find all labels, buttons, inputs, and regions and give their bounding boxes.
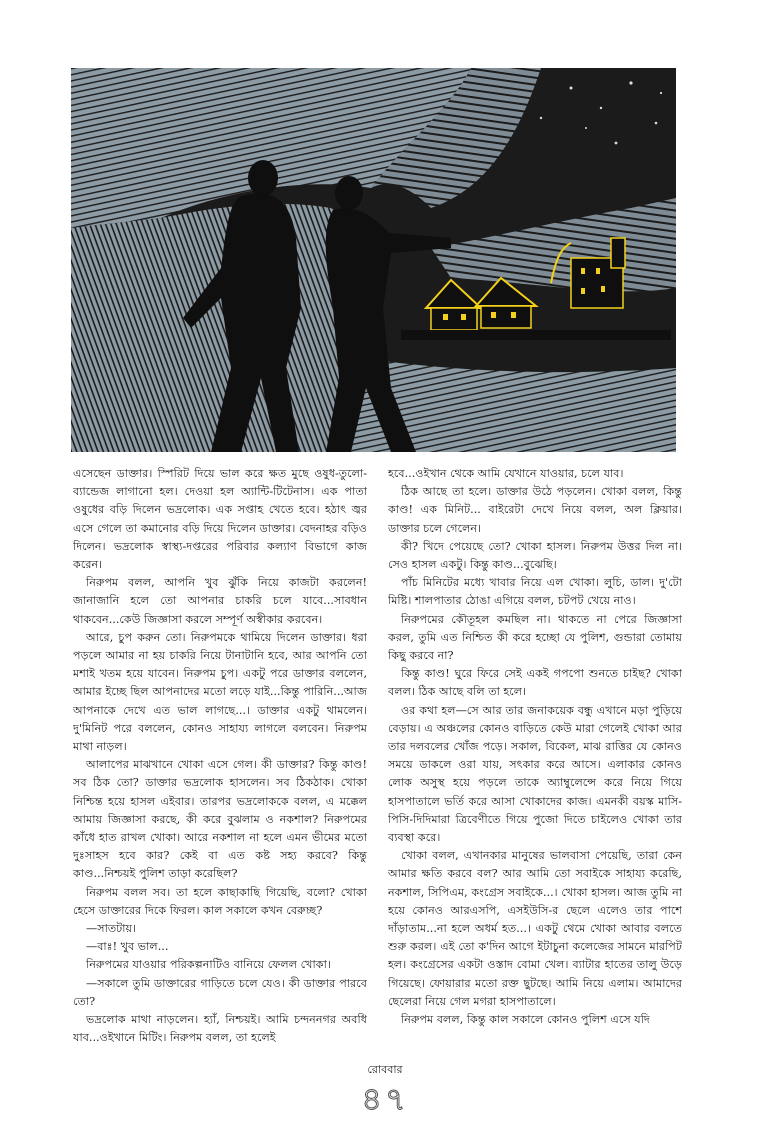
article-column-right: [388, 465, 682, 1045]
paragraph: নিরুপমের যাওয়ার পরিকল্পনাটিও বানিয়ে ফেলল খোকা।: [86, 958, 331, 972]
dialogue-line: —বাঃ! খুব ভাল...: [86, 940, 169, 954]
paragraph: নিরুপম বলল সব। তা হলে কাছাকাছি গিয়েছি, বলো? খোকা হেসে ডাক্তারের দিকে ফিরল। কাল সকালে কখন বেরুচ্ছ?: [73, 885, 367, 917]
paragraph: ওর কথা হল—সে আর তার জনাকয়েক বন্ধু এখানে মড়া পুড়িয়ে বেড়ায়। এ অঞ্চলের কোনও বাড়িতে কেউ মারা গেলেই খোকা আর তার দলবলের খোঁজ পড়ে। সকাল, বিকেল, মাঝ রাত্তির যে কোনও সময়ে ডাকলে ওরা যায়, সৎকার করে আসে। এলাকার কোনও লোক অসুস্থ হয়ে পড়লে তাকে অ্যাম্বুলেন্সে করে নিয়ে গিয়ে হাসপাতালে ভর্তি করে আসা খোকাদের কাজ। এমনকী বয়স্ক মাসি-পিসি-দিদিমারা ত্রিবেণীতে গিয়ে পুজো দিতে চাইলেও খোকা তার ব্যবস্থা করে।: [388, 703, 682, 845]
paragraph: খোকা বলল, এখানকার মানুষের ভালবাসা পেয়েছি, তারা কেন আমার ক্ষতি করবে বল? আর আমি তো সবাইকে সাহায্য করেছি, নকশাল, সিপিএম, কংগ্রেস সবাইকে...। খোকা হাসল। আজ তুমি না হয়ে কোনও আরএসপি, এসইউসি-র ছেলে এলেও তার পাশে দাঁড়াতাম...না হলে অধর্ম হত...। একটু থেমে খোকা আবার বলতে শুরু করল। এই তো ক'দিন আগে ইটাচুনা কলেজের সামনে মারপিট হল। কংগ্রেসের একটা ওস্তাদ বোমা খেল। ব্যাটার হাতের তালু উড়ে গিয়েছে। ফোয়ারার মতো রক্ত ছুটছে। আমি নিয়ে এলাম। আমাদের ছেলেরা নিয়ে গেল মগরা হাসপাতালে।: [388, 849, 682, 1008]
dialogue-line: —সকালে তুমি ডাক্তারের গাড়িতে চলে যেও। কী ডাক্তার পারবে তো?: [73, 976, 367, 1008]
paragraph: আলাপের মাঝখানে খোকা এসে গেল। কী ডাক্তার? কিন্তু কাণ্ড! সব ঠিক তো? ডাক্তার ভদ্রলোক হাসলেন। সব ঠিকঠাক। খোকা নিশ্চিন্ত হয়ে হাসল এইবার। তারপর ভদ্রলোককে বলল, এ মক্কেল আমায় জিজ্ঞাসা করছে, কী করে বুঝলাম ও নকশাল? নিরুপমের কাঁধে হাত রাখল খোকা। আরে নকশাল না হলে এমন ভীমের মতো দুঃসাহস হবে কার? কেই বা এত কষ্ট সহ্য করবে? কিন্তু কাণ্ড...নিশ্চয়ই পুলিশ তাড়া করেছিল?: [73, 758, 367, 881]
illustration-svg: [71, 68, 676, 452]
paragraph: কী? খিদে পেয়েছে তো? খোকা হাসল। নিরুপম উত্তর দিল না। সেও হাসল একটু। কিন্তু কাণ্ড...বুঝেছি।: [388, 539, 682, 572]
paragraph: নিরুপমের কৌতূহল কমছিল না। থাকতে না পেরে জিজ্ঞাসা করল, তুমি এত নিশ্চিত কী করে হচ্ছো যে পুলিশ, গুন্ডারা তোমায় কিছু করবে না?: [388, 612, 682, 663]
magazine-name: রোববার: [367, 1063, 403, 1076]
paragraph: আরে, চুপ করুন তো। নিরুপমকে থামিয়ে দিলেন ডাক্তার। ধরা পড়লে আমার না হয় চাকরি নিয়ে টানাটানি হবে, আর আপনি তো মশাই খতম হয়ে যাবেন। নিরুপম চুপ। একটু পরে ডাক্তার বললেন, আমার ইচ্ছে ছিল আপনাদের মতো লড়ে যাই...কিন্তু পারিনি...আজ আপনাকে দেখে এত ভাল লাগছে...। ডাক্তার একটু থামলেন। দু'মিনিট পরে বললেন, কোনও সাহায্য লাগলে বলবেন। নিরুপম মাথা নাড়ল।: [73, 630, 367, 754]
woodcut-illustration: [71, 68, 676, 452]
paragraph: কিন্তু কাণ্ড! ঘুরে ফিরে সেই একই গপপো শুনতে চাইছ? খোকা বলল। ঠিক আছে বলি তা হলে।: [388, 667, 682, 699]
dialogue-line: —সাতটায়।: [86, 922, 137, 936]
paragraph: ঠিক আছে তা হলে। ডাক্তার উঠে পড়লেন। খোকা বলল, কিন্তু কাণ্ড! এক মিনিট... বাইরেটা দেখে নিয়ে বলল, অল ক্লিয়ার। ডাক্তার চলে গেলেন।: [388, 485, 682, 535]
paragraph: নিরুপম বলল, কিন্তু কাল সকালে কোনও পুলিশ এসে যদি: [401, 1013, 650, 1027]
paragraph: এসেছেন ডাক্তার। স্পিরিট দিয়ে ভাল করে ক্ষত মুছে ওষুধ-তুলো-ব্যান্ডেজ লাগানো হল। দেওয়া হল অ্যান্টি-টিটেনাস। এক পাতা ওষুধের বড়ি দিলেন ভদ্রলোক। এক সপ্তাহ খেতে হবে। হঠাৎ জ্বর এসে গেলে তা কমানোর বড়ি দিয়ে দিলেন ডাক্তার। বেদনাহর বড়িও দিলেন। ভদ্রলোক স্বাস্থ্য-দপ্তরের পরিবার কল্যাণ বিভাগে কাজ করেন।: [73, 467, 367, 572]
paragraph: হবে...ওইখান থেকে আমি যেখানে যাওয়ার, চলে যাব।: [388, 467, 624, 480]
page-number: ৪৭: [361, 1080, 409, 1118]
article-column-left: [73, 465, 367, 1045]
paragraph: ভদ্রলোক মাথা নাড়লেন। হ্যাঁ, নিশ্চয়ই। আমি চন্দননগর অবধি যাব...ওইখানে মিটিং। নিরুপম বলল, তা হলেই: [73, 1013, 367, 1045]
paragraph: পাঁচ মিনিটের মধ্যে খাবার নিয়ে এল খোকা। লুচি, ডাল। দু'টো মিষ্টি। শালপাতার ঠোঙা এগিয়ে বলল, চটপট খেয়ে নাও।: [388, 576, 682, 608]
paragraph: নিরুপম বলল, আপনি খুব ঝুঁকি নিয়ে কাজটা করলেন! জানাজানি হলে তো আপনার চাকরি চলে যাবে...সাবধান থাকবেন...কেউ জিজ্ঞাসা করলে সম্পূর্ণ অস্বীকার করবেন।: [73, 576, 367, 626]
